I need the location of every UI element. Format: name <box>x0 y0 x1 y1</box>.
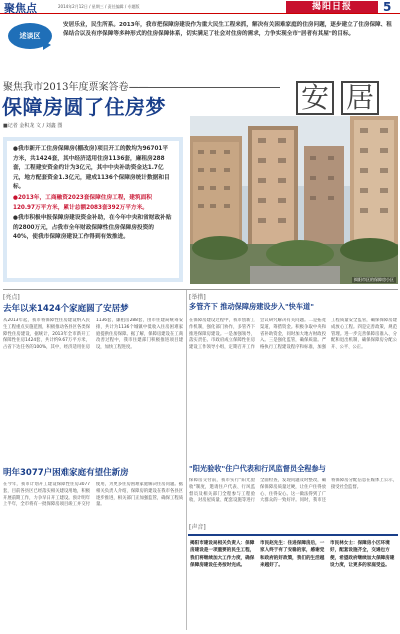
newspaper-logo: 揭阳日报 <box>286 1 378 13</box>
section-tag-measures: [举措] <box>189 294 206 301</box>
article-body: 从2013年起，我市将保障性住房建设纳入民生工程重点实施范围，积极推动各县区各类保障性住房建设，据统计，2013年全市新开工保障性住房1424套，共计约9.67万平方米，占省下达任务的100%，其中，经济适用住房1136套，廉租房288套，由市住建局统筹安排，共计为1136个城镇中低收入住房困难家庭提供住房保障。据了解，保障房建设在工商改善过程中，我市住建部门积极推进项目建设，加快工程进度。 <box>3 318 183 351</box>
voice-quote: 市民林女士：保障房小区环境好，配套设施齐全，交通也方便，希望政府继续加大保障房建设力度，让更多的家庭受益。 <box>330 541 395 569</box>
highlight-item: ●我市新开工住房保障房(棚改房)项目开工的数均为96701平方米，共1424套，其中经济适用住房1136套，廉租房288套，工程建安资金约计为3亿元，其中中央补助资金达1.7亿元，地方配套资金1.3亿元，建成1136个保障房统计数据和目标。 <box>13 146 170 191</box>
intro-text: 安居乐业，民生所系。2013年，我市把保障房建设作为重大民生工程来抓，解决有关困难家庭的住房问题，逐步建立了住房保障、租保结合以及有序保障等多种形式的住房保障体系，切实满足了社会对住房的需求，力争实现全市"居者有其屋"的目标。 <box>63 22 392 37</box>
anju-char-1: 安 <box>296 81 334 115</box>
highlights-box <box>3 137 183 282</box>
voice-quote: 市民赵先生：住进保障房后，一家人终于有了安稳的家，感谢党和政府的好政策，我们的生活越来越好了。 <box>260 541 325 569</box>
issue-meta: 2014年2月12日 / 星期三 / 责任编辑 / 专题版 <box>58 4 140 9</box>
article-body: 在今年，我市计划开工建设保障性住房3077套，目前各县区已经落实相关建设用地，积极开展前期工作，力争早日开工建设。预计明年上半年，全市将有一批保障房项目竣工并交付使用，为更多住房困难家庭解决住房问题。据相关负责人介绍，保障房的建设在我市各县区逐步推进，相关部门正加强监管，确保工程质量。 <box>3 482 183 508</box>
photo-caption: 揭阳市区的保障房小区 <box>354 277 394 282</box>
housing-photo <box>190 116 398 284</box>
anju-char-2: 居 <box>341 81 379 115</box>
section-tag-voices: [声音] <box>189 524 206 531</box>
divider <box>130 87 280 88</box>
anju-title-graphic <box>283 81 390 115</box>
article-title: 明年3077户困难家庭有望住新房 <box>3 468 129 478</box>
speech-tail-icon <box>43 40 51 50</box>
page-number: 5 <box>383 0 392 14</box>
masthead <box>0 0 400 14</box>
intro-block <box>3 16 397 66</box>
article-body: 在保障房建设过程中，我市创新工作机制，强化部门协作，多管齐下推进保障房建设。一是加强领导，落实责任。市政府成立保障性住房建设工作领导小组，定期召开工作会议研究解决有关问题。二是拓宽渠道，筹措资金。积极争取中央和省补助资金，同时加大地方财政投入。三是强化监管，确保质量。严格执行工程建设程序和标准，加强工程质量安全监管，确保保障房建成放心工程。四是完善政策，规范管理。进一步完善保障房准入、分配和退出机制，确保保障房分配公开、公平、公正。 <box>189 318 397 351</box>
page-headline: 保障房圆了住房梦 <box>2 95 166 119</box>
article-title: "阳光验收"住户代表和行风监督员全程参与 <box>189 464 326 473</box>
voices-box <box>188 534 398 632</box>
article-body: 保障房交付前，我市实行"阳光验收"制度，邀请住户代表、行风监督员及相关部门全程参与工程验收，对房屋质量、配套设施等进行全面检查，发现问题及时整改，确保保障房质量过硬，让住户住得放心、住得安心。这一做法得到了广大群众的一致好评。同时，我市还将保障房分配信息在媒体上公示，接受社会监督。 <box>189 478 397 504</box>
apartment-buildings-image <box>190 116 398 284</box>
highlight-item: ●我市积极申报保障房建设资金补助，在今年中央和省财政补贴的2800万元，占我市全年财政保障性住房保障房投资的40%，使我市保障房建设工作得到有效推进。 <box>13 215 172 241</box>
section-tag-highlights: [亮点] <box>3 294 20 301</box>
divider <box>3 289 398 290</box>
column-divider <box>186 290 187 630</box>
intro-badge: 述谈区 <box>8 23 52 49</box>
section-title: 聚焦点 <box>4 2 37 15</box>
article-title: 去年以来1424个家庭圆了安居梦 <box>3 304 129 314</box>
highlight-item: ●2013年，工商融资2023套保障住房工程，建筑面积120.97万平方米，累计总额2083套392万平方米。 <box>13 194 152 211</box>
article-title: 多管齐下 推动保障房建设步入"快车道" <box>189 302 314 311</box>
voice-quote: 揭阳市建设局相关负责人：保障房建设是一项重要的民生工程，我们将继续加大工作力度，确保保障房建设任务按时完成。 <box>190 541 255 569</box>
byline: ■记者 金积龙 文 / 刘鑫 图 <box>3 123 63 129</box>
feature-kicker: 聚焦我市2013年度票案答卷—— <box>3 82 149 93</box>
